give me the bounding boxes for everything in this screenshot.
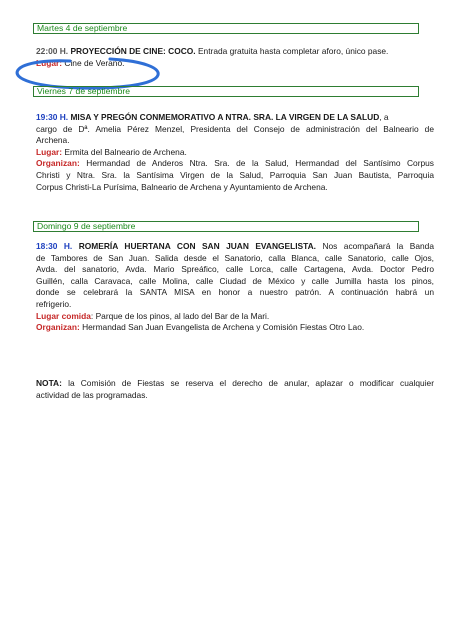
note: NOTA: la Comisión de Fiestas se reserva el derecho de anular, aplazar o modificar cualquier actividad de las programadas.: [36, 378, 435, 400]
event-time: 19:30 H.: [36, 112, 69, 122]
event-line: 18:30 H. ROMERÍA HUERTANA CON SAN JUAN EVANGELISTA. Nos acompañará la Banda: [36, 241, 434, 251]
note-text: la Comisión de Fiestas se reserva el derecho de anular, aplazar o modificar cualquier: [68, 378, 435, 388]
event-line: 19:30 H. MISA Y PREGÓN CONMEMORATIVO A NTRA. SRA. LA VIRGEN DE LA SALUD, a: [36, 112, 389, 122]
event-domingo: 18:30 H. ROMERÍA HUERTANA CON SAN JUAN EVANGELISTA. Nos acompañará la Banda de Tambores de San Juan. Salida desde el Sanatorio, calla Blanca, calle Sanatorio, calle Ojos, Avda. del sanatorio, Avda. Mario Spreáfico, calle Lorca, calle Cartagena, Avda. Doctor Pedro Guillén, calla Caravaca, calle Molina, calle Ciudad de México y calle Jumilla hasta los pinos, donde se celebrará la SANTA MISA en honor a nuestro patrón. A continuación habrá un refrigerio. Lugar comida: Parque de los pinos, al lado del Bar de la Mari. Organizan: Hermandad San Juan Evangelista de Archena y Comisión Fiestas Otro Lao.: [36, 241, 434, 333]
day-header-domingo: Domingo 9 de septiembre: [33, 221, 419, 232]
event-title: PROYECCIÓN DE CINE: COCO.: [70, 46, 196, 56]
event-title: MISA Y PREGÓN CONMEMORATIVO A NTRA. SRA. LA VIRGEN DE LA SALUD: [70, 112, 380, 122]
location-label: Lugar:: [36, 146, 63, 157]
event-location: [36, 147, 434, 159]
event-description: Entrada gratuita hasta completar aforo, único pase.: [197, 46, 389, 56]
day-header-viernes: Viernes 7 de septiembre: [33, 86, 419, 97]
event-organizers: Organizan: Hermandad San Juan Evangelista de Archena y Comisión Fiestas Otro Lao.: [36, 322, 365, 333]
location-value: : Parque de los pinos, al lado del Bar de la Mari.: [90, 310, 270, 321]
location-value: Cine de Verano.: [64, 57, 125, 68]
day-header-martes: Martes 4 de septiembre: [33, 23, 419, 34]
note-label: NOTA:: [36, 378, 62, 388]
event-description: cargo de Dª. Amelia Pérez Menzel, Presidenta del Consejo de administración del Balneario de: [36, 123, 434, 134]
event-organizers: Organizan: Hermandad de Anderos Ntra. Sra. de la Salud, Hermandad del Santísimo Corpus: [36, 158, 434, 169]
event-title: ROMERÍA HUERTANA CON SAN JUAN EVANGELISTA.: [78, 241, 316, 251]
organizers-label: Organizan:: [36, 322, 80, 333]
location-label: Lugar comida: [36, 310, 91, 321]
location-value: Ermita del Balneario de Archena.: [64, 146, 187, 157]
event-viernes: 19:30 H. MISA Y PREGÓN CONMEMORATIVO A NTRA. SRA. LA VIRGEN DE LA SALUD, a cargo de Dª. Amelia Pérez Menzel, Presidenta del Consejo de administración del Balneario de Archena. Lugar: Ermita del Balneario de Archena. Organizan: Hermandad de Anderos Ntra. Sra. de la Salud, Hermandad del Santísimo Corpus Christi y Ntra. Sra. la Santísima Virgen de la Salud, Parroquia San Juan Bautista, Parroquia Corpus Christi-La Purísima, Balneario de Archena y Ayuntamiento de Archena.: [36, 112, 434, 192]
event-time: 22:00 H.: [36, 46, 69, 56]
organizers-label: Organizan:: [36, 158, 80, 169]
event-time: 18:30 H.: [36, 241, 73, 251]
event-description: de Tambores de San Juan. Salida desde el Sanatorio, calla Blanca, calle Sanatorio, calle Ojos,: [36, 252, 434, 263]
event-location: [36, 311, 434, 323]
location-label: Lugar:: [36, 57, 63, 68]
